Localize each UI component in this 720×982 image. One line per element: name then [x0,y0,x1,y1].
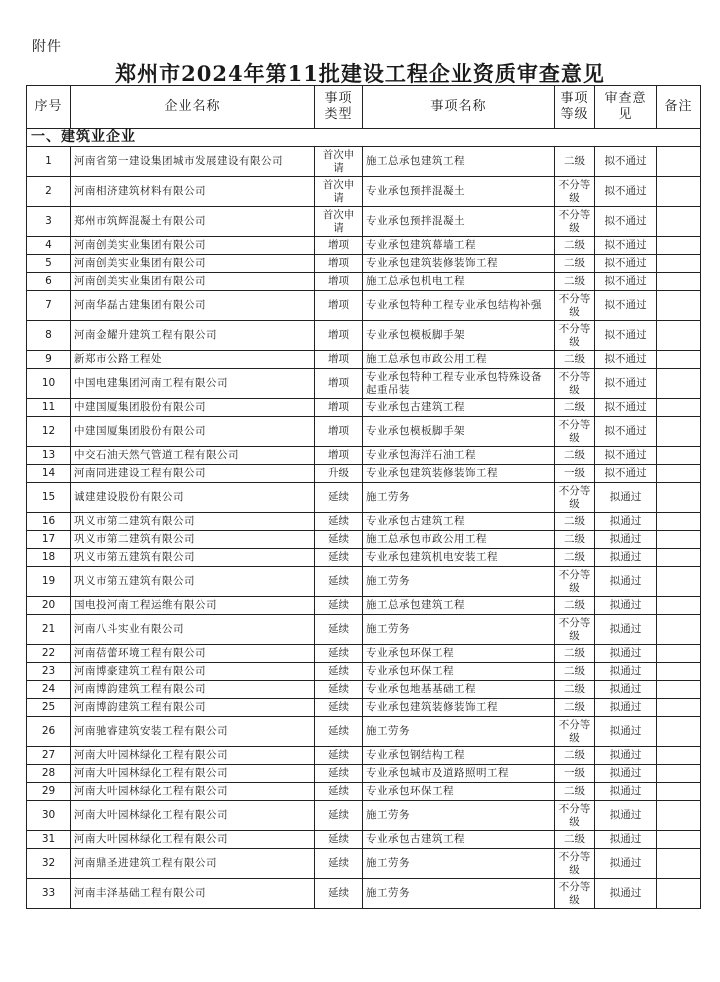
cell-type: 延续 [315,681,363,699]
cell-remark [657,831,701,849]
cell-remark [657,321,701,351]
cell-grade: 二级 [555,645,595,663]
cell-remark [657,879,701,909]
cell-item: 专业承包古建筑工程 [363,399,555,417]
table-row [27,465,701,483]
cell-remark [657,663,701,681]
cell-opinion: 拟通过 [595,717,657,747]
cell-opinion: 拟通过 [595,879,657,909]
cell-type: 增项 [315,417,363,447]
cell-opinion: 拟通过 [595,615,657,645]
cell-type: 延续 [315,615,363,645]
cell-item: 专业承包建筑幕墙工程 [363,237,555,255]
section-row [27,129,701,147]
table-row [27,783,701,801]
cell-grade: 一级 [555,765,595,783]
cell-remark [657,783,701,801]
cell-type: 延续 [315,483,363,513]
table-row [27,177,701,207]
qualification-review-table [26,85,701,909]
cell-type: 升级 [315,465,363,483]
table-row [27,663,701,681]
cell-remark [657,417,701,447]
cell-type: 增项 [315,255,363,273]
cell-item: 施工劳务 [363,567,555,597]
cell-type: 延续 [315,831,363,849]
cell-no: 19 [27,567,71,597]
cell-company: 河南驰睿建筑安装工程有限公司 [71,717,315,747]
cell-type: 延续 [315,597,363,615]
cell-type: 延续 [315,849,363,879]
cell-item: 专业承包海洋石油工程 [363,447,555,465]
cell-no: 14 [27,465,71,483]
cell-company: 河南大叶园林绿化工程有限公司 [71,747,315,765]
cell-grade: 二级 [555,783,595,801]
table-row [27,417,701,447]
cell-remark [657,549,701,567]
cell-company: 中国电建集团河南工程有限公司 [71,369,315,399]
table-row [27,273,701,291]
cell-company: 河南丰泽基础工程有限公司 [71,879,315,909]
cell-opinion: 拟通过 [595,531,657,549]
cell-remark [657,483,701,513]
cell-grade: 二级 [555,831,595,849]
table-row [27,321,701,351]
cell-grade: 二级 [555,549,595,567]
table-row [27,399,701,417]
cell-no: 30 [27,801,71,831]
cell-remark [657,699,701,717]
cell-grade: 不分等级 [555,417,595,447]
cell-remark [657,747,701,765]
cell-remark [657,849,701,879]
cell-no: 28 [27,765,71,783]
cell-type: 增项 [315,237,363,255]
cell-item: 专业承包预拌混凝土 [363,177,555,207]
cell-type: 增项 [315,447,363,465]
page-title: 郑州市2024年第11批建设工程企业资质审查意见 [115,61,605,86]
cell-opinion: 拟通过 [595,699,657,717]
table-row [27,681,701,699]
cell-no: 12 [27,417,71,447]
cell-no: 21 [27,615,71,645]
cell-opinion: 拟不通过 [595,351,657,369]
table-row [27,645,701,663]
cell-type: 延续 [315,801,363,831]
cell-no: 4 [27,237,71,255]
cell-company: 巩义市第二建筑有限公司 [71,531,315,549]
table-row [27,879,701,909]
cell-no: 32 [27,849,71,879]
cell-no: 18 [27,549,71,567]
cell-company: 河南蓓蕾环境工程有限公司 [71,645,315,663]
table-header-row [27,86,701,129]
cell-opinion: 拟通过 [595,783,657,801]
cell-company: 河南华磊古建集团有限公司 [71,291,315,321]
cell-grade: 不分等级 [555,321,595,351]
cell-company: 巩义市第二建筑有限公司 [71,513,315,531]
cell-type: 延续 [315,747,363,765]
cell-no: 6 [27,273,71,291]
cell-company: 巩义市第五建筑有限公司 [71,549,315,567]
cell-company: 河南创美实业集团有限公司 [71,273,315,291]
section-title: 一、建筑业企业 [27,129,701,147]
cell-grade: 二级 [555,399,595,417]
cell-type: 延续 [315,531,363,549]
cell-opinion: 拟通过 [595,597,657,615]
cell-remark [657,351,701,369]
cell-item: 专业承包预拌混凝土 [363,207,555,237]
cell-opinion: 拟不通过 [595,207,657,237]
cell-type: 延续 [315,663,363,681]
cell-opinion: 拟通过 [595,513,657,531]
table-row [27,597,701,615]
attachment-label: 附件 [32,39,62,55]
table-row [27,291,701,321]
cell-no: 31 [27,831,71,849]
cell-remark [657,645,701,663]
cell-company: 巩义市第五建筑有限公司 [71,567,315,597]
cell-item: 施工总承包建筑工程 [363,597,555,615]
cell-no: 5 [27,255,71,273]
cell-no: 15 [27,483,71,513]
table-row [27,147,701,177]
cell-opinion: 拟通过 [595,747,657,765]
cell-opinion: 拟不通过 [595,237,657,255]
table-row [27,207,701,237]
cell-opinion: 拟通过 [595,567,657,597]
cell-remark [657,801,701,831]
cell-company: 河南省第一建设集团城市发展建设有限公司 [71,147,315,177]
cell-no: 16 [27,513,71,531]
cell-item: 专业承包建筑机电安装工程 [363,549,555,567]
cell-item: 专业承包钢结构工程 [363,747,555,765]
cell-company: 新郑市公路工程处 [71,351,315,369]
cell-grade: 不分等级 [555,801,595,831]
table-row [27,849,701,879]
cell-type: 增项 [315,351,363,369]
cell-remark [657,147,701,177]
cell-grade: 不分等级 [555,177,595,207]
cell-opinion: 拟通过 [595,681,657,699]
cell-company: 河南创美实业集团有限公司 [71,237,315,255]
cell-no: 24 [27,681,71,699]
cell-item: 专业承包建筑装修装饰工程 [363,465,555,483]
cell-remark [657,681,701,699]
table-row [27,717,701,747]
cell-opinion: 拟通过 [595,849,657,879]
cell-type: 延续 [315,513,363,531]
cell-item: 专业承包特种工程专业承包特殊设备起重吊装 [363,369,555,399]
column-header-item: 事项名称 [363,86,555,129]
cell-type: 增项 [315,369,363,399]
cell-remark [657,255,701,273]
cell-no: 11 [27,399,71,417]
cell-opinion: 拟不通过 [595,369,657,399]
cell-company: 河南大叶园林绿化工程有限公司 [71,783,315,801]
cell-remark [657,465,701,483]
cell-no: 29 [27,783,71,801]
cell-grade: 二级 [555,255,595,273]
cell-company: 河南创美实业集团有限公司 [71,255,315,273]
cell-opinion: 拟通过 [595,645,657,663]
table-row [27,801,701,831]
cell-type: 增项 [315,291,363,321]
cell-opinion: 拟不通过 [595,417,657,447]
cell-item: 专业承包地基基础工程 [363,681,555,699]
cell-type: 增项 [315,273,363,291]
cell-grade: 不分等级 [555,717,595,747]
cell-type: 增项 [315,321,363,351]
cell-type: 首次申请 [315,207,363,237]
cell-opinion: 拟不通过 [595,147,657,177]
cell-company: 河南相济建筑材料有限公司 [71,177,315,207]
cell-item: 施工劳务 [363,483,555,513]
cell-type: 增项 [315,399,363,417]
cell-grade: 不分等级 [555,849,595,879]
cell-opinion: 拟不通过 [595,273,657,291]
cell-remark [657,447,701,465]
cell-opinion: 拟通过 [595,483,657,513]
cell-type: 延续 [315,783,363,801]
column-header-grade: 事项等级 [555,86,595,129]
cell-opinion: 拟不通过 [595,399,657,417]
cell-item: 专业承包环保工程 [363,645,555,663]
cell-remark [657,399,701,417]
table-row [27,765,701,783]
cell-company: 河南大叶园林绿化工程有限公司 [71,801,315,831]
cell-opinion: 拟不通过 [595,177,657,207]
cell-opinion: 拟不通过 [595,255,657,273]
cell-no: 7 [27,291,71,321]
table-row [27,831,701,849]
table-row [27,699,701,717]
cell-company: 河南博韵建筑工程有限公司 [71,699,315,717]
table-row [27,483,701,513]
cell-grade: 不分等级 [555,483,595,513]
cell-item: 施工劳务 [363,717,555,747]
cell-company: 诚建建设股份有限公司 [71,483,315,513]
cell-grade: 不分等级 [555,615,595,645]
cell-opinion: 拟不通过 [595,465,657,483]
cell-grade: 二级 [555,597,595,615]
cell-no: 27 [27,747,71,765]
cell-grade: 不分等级 [555,879,595,909]
cell-item: 施工劳务 [363,801,555,831]
table-row [27,549,701,567]
cell-item: 施工总承包市政公用工程 [363,351,555,369]
cell-opinion: 拟通过 [595,549,657,567]
cell-no: 26 [27,717,71,747]
cell-no: 23 [27,663,71,681]
cell-grade: 不分等级 [555,207,595,237]
cell-type: 延续 [315,567,363,597]
cell-company: 河南博豪建筑工程有限公司 [71,663,315,681]
cell-remark [657,513,701,531]
table-row [27,237,701,255]
cell-no: 8 [27,321,71,351]
cell-remark [657,237,701,255]
cell-remark [657,717,701,747]
cell-item: 施工劳务 [363,849,555,879]
cell-remark [657,567,701,597]
cell-no: 22 [27,645,71,663]
cell-remark [657,615,701,645]
cell-no: 9 [27,351,71,369]
cell-item: 专业承包环保工程 [363,663,555,681]
cell-company: 中交石油天然气管道工程有限公司 [71,447,315,465]
cell-type: 首次申请 [315,177,363,207]
cell-company: 河南同进建设工程有限公司 [71,465,315,483]
column-header-company: 企业名称 [71,86,315,129]
cell-type: 延续 [315,699,363,717]
table-row [27,747,701,765]
cell-item: 施工总承包市政公用工程 [363,531,555,549]
column-header-opinion: 审查意见 [595,86,657,129]
cell-remark [657,273,701,291]
cell-grade: 二级 [555,447,595,465]
cell-grade: 不分等级 [555,567,595,597]
column-header-type: 事项类型 [315,86,363,129]
cell-grade: 二级 [555,351,595,369]
column-header-remark: 备注 [657,86,701,129]
cell-type: 延续 [315,765,363,783]
cell-grade: 不分等级 [555,369,595,399]
cell-opinion: 拟通过 [595,663,657,681]
cell-item: 施工劳务 [363,615,555,645]
cell-grade: 二级 [555,237,595,255]
table-row [27,531,701,549]
cell-grade: 二级 [555,699,595,717]
cell-company: 中建国厦集团股份有限公司 [71,399,315,417]
cell-company: 河南八斗实业有限公司 [71,615,315,645]
cell-company: 河南鼎圣进建筑工程有限公司 [71,849,315,879]
cell-item: 专业承包模板脚手架 [363,321,555,351]
cell-item: 专业承包建筑装修装饰工程 [363,255,555,273]
cell-grade: 一级 [555,465,595,483]
cell-type: 延续 [315,717,363,747]
cell-company: 河南金耀升建筑工程有限公司 [71,321,315,351]
cell-item: 专业承包建筑装修装饰工程 [363,699,555,717]
cell-opinion: 拟通过 [595,765,657,783]
cell-item: 施工总承包建筑工程 [363,147,555,177]
table-row [27,447,701,465]
cell-remark [657,177,701,207]
table-row [27,369,701,399]
cell-grade: 二级 [555,531,595,549]
cell-opinion: 拟不通过 [595,291,657,321]
cell-item: 施工总承包机电工程 [363,273,555,291]
cell-no: 10 [27,369,71,399]
cell-remark [657,207,701,237]
table-row [27,255,701,273]
cell-type: 延续 [315,879,363,909]
cell-item: 专业承包模板脚手架 [363,417,555,447]
cell-remark [657,531,701,549]
cell-remark [657,369,701,399]
cell-remark [657,291,701,321]
cell-item: 专业承包环保工程 [363,783,555,801]
cell-no: 2 [27,177,71,207]
cell-grade: 二级 [555,273,595,291]
column-header-no: 序号 [27,86,71,129]
cell-no: 13 [27,447,71,465]
cell-grade: 二级 [555,747,595,765]
cell-type: 延续 [315,549,363,567]
table-row [27,351,701,369]
cell-remark [657,597,701,615]
cell-opinion: 拟通过 [595,801,657,831]
cell-item: 专业承包古建筑工程 [363,513,555,531]
cell-company: 郑州市筑辉混凝土有限公司 [71,207,315,237]
cell-grade: 二级 [555,147,595,177]
cell-no: 1 [27,147,71,177]
cell-item: 专业承包古建筑工程 [363,831,555,849]
cell-grade: 不分等级 [555,291,595,321]
cell-opinion: 拟通过 [595,831,657,849]
cell-remark [657,765,701,783]
cell-grade: 二级 [555,681,595,699]
cell-item: 专业承包城市及道路照明工程 [363,765,555,783]
cell-company: 河南大叶园林绿化工程有限公司 [71,765,315,783]
cell-grade: 二级 [555,663,595,681]
cell-company: 国电投河南工程运维有限公司 [71,597,315,615]
cell-type: 首次申请 [315,147,363,177]
cell-no: 17 [27,531,71,549]
cell-item: 专业承包特种工程专业承包结构补强 [363,291,555,321]
cell-no: 3 [27,207,71,237]
cell-no: 25 [27,699,71,717]
table-row [27,567,701,597]
cell-grade: 二级 [555,513,595,531]
cell-company: 河南博韵建筑工程有限公司 [71,681,315,699]
cell-company: 中建国厦集团股份有限公司 [71,417,315,447]
cell-no: 33 [27,879,71,909]
cell-opinion: 拟不通过 [595,447,657,465]
cell-item: 施工劳务 [363,879,555,909]
cell-opinion: 拟不通过 [595,321,657,351]
cell-company: 河南大叶园林绿化工程有限公司 [71,831,315,849]
table-row [27,615,701,645]
table-row [27,513,701,531]
cell-type: 延续 [315,645,363,663]
cell-no: 20 [27,597,71,615]
